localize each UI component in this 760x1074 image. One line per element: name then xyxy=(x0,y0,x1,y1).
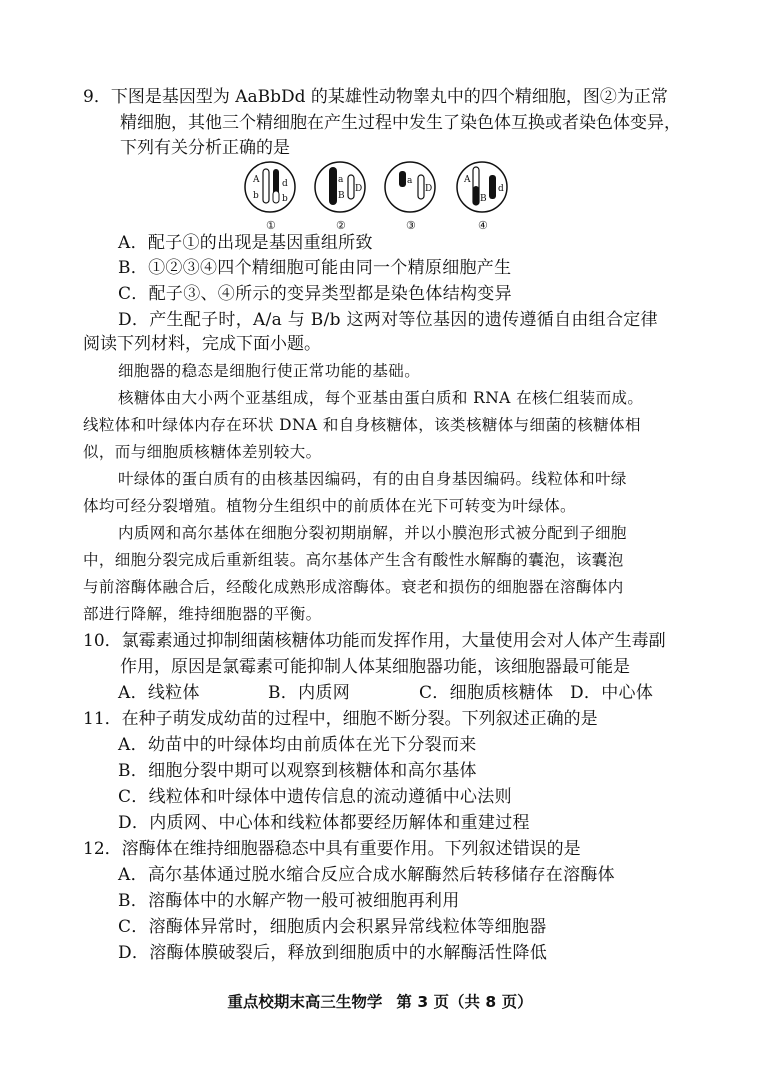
q12-option-b: B．溶酶体中的水解产物一般可被细胞再利用 xyxy=(118,891,460,911)
cell-2-diagram xyxy=(315,162,365,232)
cell-1-number: ① xyxy=(266,219,276,232)
q11-option-c: C．线粒体和叶绿体中遗传信息的流动遵循中心法则 xyxy=(118,787,512,807)
q10-option-d: D．中心体 xyxy=(570,683,654,703)
q10-option-a: A．线粒体 xyxy=(118,683,200,703)
cell-3-diagram xyxy=(385,162,435,232)
reading-p2-line3: 似，而与细胞质核糖体差别较大。 xyxy=(83,443,322,461)
cell-2-label-D: D xyxy=(355,184,363,194)
cell-1-label-A: A xyxy=(253,175,260,185)
q9-option-d: D．产生配子时，A/a 与 B/b 这两对等位基因的遗传遵循自由组合定律 xyxy=(118,310,658,330)
q9-option-a: A．配子①的出现是基因重组所致 xyxy=(118,233,373,253)
cell-3-label-a: a xyxy=(407,176,413,186)
reading-p3-line2: 体均可经分裂增殖。植物分生组织中的前质体在光下可转变为叶绿体。 xyxy=(83,497,576,515)
q11-option-a: A．幼苗中的叶绿体均由前质体在光下分裂而来 xyxy=(118,735,477,755)
cell-3-label-D: D xyxy=(425,184,433,194)
reading-p2-line1: 核糖体由大小两个亚基组成，每个亚基由蛋白质和 RNA 在核仁组装而成。 xyxy=(118,389,644,407)
reading-p2-line2: 线粒体和叶绿体内存在环状 DNA 和自身核糖体，该类核糖体与细菌的核糖体相 xyxy=(83,416,641,434)
cell-4-label-B: B xyxy=(480,194,487,204)
reading-p4-line3: 与前溶酶体融合后，经酸化成熟形成溶酶体。衰老和损伤的细胞器在溶酶体内 xyxy=(83,578,624,596)
cell-2-label-a: a xyxy=(338,175,344,185)
reading-intro: 阅读下列材料，完成下面小题。 xyxy=(83,334,321,354)
q9-option-c: C．配子③、④所示的变异类型都是染色体结构变异 xyxy=(118,284,512,304)
q12-option-d: D．溶酶体膜破裂后，释放到细胞质中的水解酶活性降低 xyxy=(118,943,548,963)
q9-option-b: B．①②③④四个精细胞可能由同一个精原细胞产生 xyxy=(118,258,512,278)
q9-stem-line2: 精细胞，其他三个精细胞在产生过程中发生了染色体互换或者染色体变异， xyxy=(120,113,681,133)
q12-stem: 12．溶酶体在维持细胞器稳态中具有重要作用。下列叙述错误的是 xyxy=(83,839,581,859)
cell-4-diagram xyxy=(457,162,507,232)
q9-stem-line1: 9．下图是基因型为 AaBbDd 的某雄性动物睾丸中的四个精细胞，图②为正常 xyxy=(83,87,668,107)
q12-option-a: A．高尔基体通过脱水缩合反应合成水解酶然后转移储存在溶酶体 xyxy=(118,865,615,885)
cell-1-label-b2: b xyxy=(282,194,288,204)
footer-page-number: 第 3 页（共 8 页） xyxy=(396,993,533,1011)
cell-2-number: ② xyxy=(336,219,346,232)
cell-1-diagram xyxy=(245,162,295,232)
q11-option-d: D．内质网、中心体和线粒体都要经历解体和重建过程 xyxy=(118,813,530,833)
q10-option-c: C．细胞质核糖体 xyxy=(419,683,554,703)
reading-p1: 细胞器的稳态是细胞行使正常功能的基础。 xyxy=(118,362,421,380)
q12-option-c: C．溶酶体异常时，细胞质内会积累异常线粒体等细胞器 xyxy=(118,917,547,937)
q9-stem-line3: 下列有关分析正确的是 xyxy=(120,138,290,158)
q11-stem: 11．在种子萌发成幼苗的过程中，细胞不断分裂。下列叙述正确的是 xyxy=(83,709,598,729)
q10-stem-line2: 作用，原因是氯霉素可能抑制人体某细胞器功能，该细胞器最可能是 xyxy=(120,657,630,677)
reading-p4-line4: 部进行降解，维持细胞器的平衡。 xyxy=(83,605,322,623)
cell-2-label-B: B xyxy=(338,191,345,201)
cell-1-label-b: b xyxy=(253,191,259,201)
page-footer xyxy=(0,990,760,1012)
cell-4-label-A: A xyxy=(464,175,471,185)
q11-option-b: B．细胞分裂中期可以观察到核糖体和高尔基体 xyxy=(118,761,477,781)
reading-p3-line1: 叶绿体的蛋白质有的由核基因编码，有的由自身基因编码。线粒体和叶绿 xyxy=(118,470,627,488)
q9-sperm-cells-figure xyxy=(238,158,528,232)
cell-4-label-d: d xyxy=(498,184,504,194)
reading-p4-line1: 内质网和高尔基体在细胞分裂初期崩解，并以小膜泡形式被分配到子细胞 xyxy=(118,524,627,542)
cell-1-label-d: d xyxy=(282,179,288,189)
cell-3-number: ③ xyxy=(406,219,416,232)
q10-stem-line1: 10．氯霉素通过抑制细菌核糖体功能而发挥作用，大量使用会对人体产生毒副 xyxy=(83,631,666,651)
reading-p4-line2: 中，细胞分裂完成后重新组装。高尔基体产生含有酸性水解酶的囊泡，该囊泡 xyxy=(83,551,624,569)
cell-4-number: ④ xyxy=(478,219,488,232)
footer-title: 重点校期末高三生物学 xyxy=(227,993,383,1011)
q10-option-b: B．内质网 xyxy=(268,683,350,703)
